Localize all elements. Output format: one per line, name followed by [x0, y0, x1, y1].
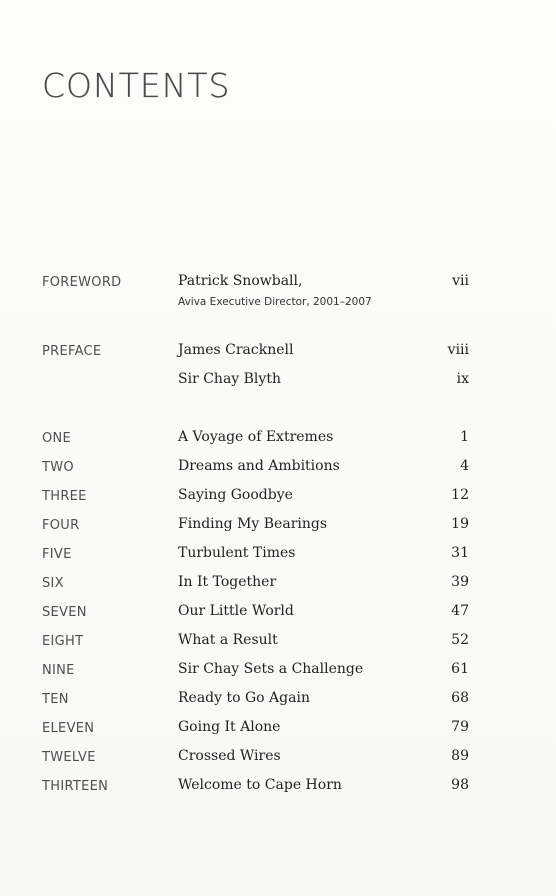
toc-label: ONE	[42, 431, 72, 446]
toc-entry-chapter	[0, 429, 556, 453]
toc-page-number: vii	[452, 273, 469, 289]
toc-page-number: 4	[460, 458, 469, 474]
toc-page-number: 19	[451, 516, 469, 532]
toc-entry-chapter	[0, 603, 556, 627]
toc-page-number: 1	[460, 429, 469, 445]
toc-label: SIX	[42, 576, 64, 591]
toc-entry-chapter	[0, 661, 556, 685]
toc-title: Welcome to Cape Horn	[178, 777, 342, 793]
toc-title: James Cracknell	[178, 342, 294, 358]
toc-page-number: 89	[451, 748, 469, 764]
toc-title: Patrick Snowball,	[178, 273, 303, 289]
page-title: CONTENTS	[42, 66, 231, 105]
toc-label: SEVEN	[42, 605, 87, 620]
toc-label: FOREWORD	[42, 275, 122, 290]
toc-entry-chapter	[0, 719, 556, 743]
toc-title: In It Together	[178, 574, 277, 590]
toc-page-number: 31	[451, 545, 469, 561]
toc-page-number: ix	[456, 371, 469, 387]
toc-entry-chapter	[0, 632, 556, 656]
toc-entry-chapter	[0, 545, 556, 569]
toc-title: Sir Chay Sets a Challenge	[178, 661, 364, 677]
toc-label: FIVE	[42, 547, 72, 562]
toc-page-number: 68	[451, 690, 469, 706]
toc-title: Finding My Bearings	[178, 516, 328, 532]
toc-entry-chapter	[0, 574, 556, 598]
toc-title: Crossed Wires	[178, 748, 281, 764]
toc-entry-foreword-subtitle	[0, 294, 556, 318]
toc-label: PREFACE	[42, 344, 102, 359]
toc-page-number: 47	[451, 603, 469, 619]
toc-label: NINE	[42, 663, 75, 678]
toc-title: Dreams and Ambitions	[178, 458, 340, 474]
toc-title: Turbulent Times	[178, 545, 296, 561]
toc-page-number: 79	[451, 719, 469, 735]
toc-label: THREE	[42, 489, 87, 504]
toc-entry-chapter	[0, 748, 556, 772]
toc-label: EIGHT	[42, 634, 84, 649]
toc-label: FOUR	[42, 518, 80, 533]
toc-entry-chapter	[0, 458, 556, 482]
toc-page-number: 98	[451, 777, 469, 793]
toc-entry-chapter	[0, 516, 556, 540]
toc-page-number: 52	[451, 632, 469, 648]
toc-title: What a Result	[178, 632, 278, 648]
toc-entry-chapter	[0, 690, 556, 714]
toc-label: THIRTEEN	[42, 779, 109, 794]
toc-label: TWO	[42, 460, 74, 475]
toc-label: TWELVE	[42, 750, 96, 765]
toc-label: ELEVEN	[42, 721, 95, 736]
toc-title: A Voyage of Extremes	[178, 429, 334, 445]
toc-title: Sir Chay Blyth	[178, 371, 281, 387]
toc-subtitle: Aviva Executive Director, 2001–2007	[178, 296, 372, 308]
toc-entry-preface-2	[0, 371, 556, 395]
toc-title: Going It Alone	[178, 719, 281, 735]
toc-label: TEN	[42, 692, 69, 707]
toc-page-number: 12	[451, 487, 469, 503]
toc-title: Our Little World	[178, 603, 294, 619]
toc-entry-preface-1	[0, 342, 556, 366]
toc-page-number: 39	[451, 574, 469, 590]
toc-page-number: 61	[451, 661, 469, 677]
toc-page-number: viii	[447, 342, 469, 358]
toc-entry-chapter	[0, 777, 556, 801]
toc-title: Saying Goodbye	[178, 487, 293, 503]
toc-entry-chapter	[0, 487, 556, 511]
toc-title: Ready to Go Again	[178, 690, 310, 706]
